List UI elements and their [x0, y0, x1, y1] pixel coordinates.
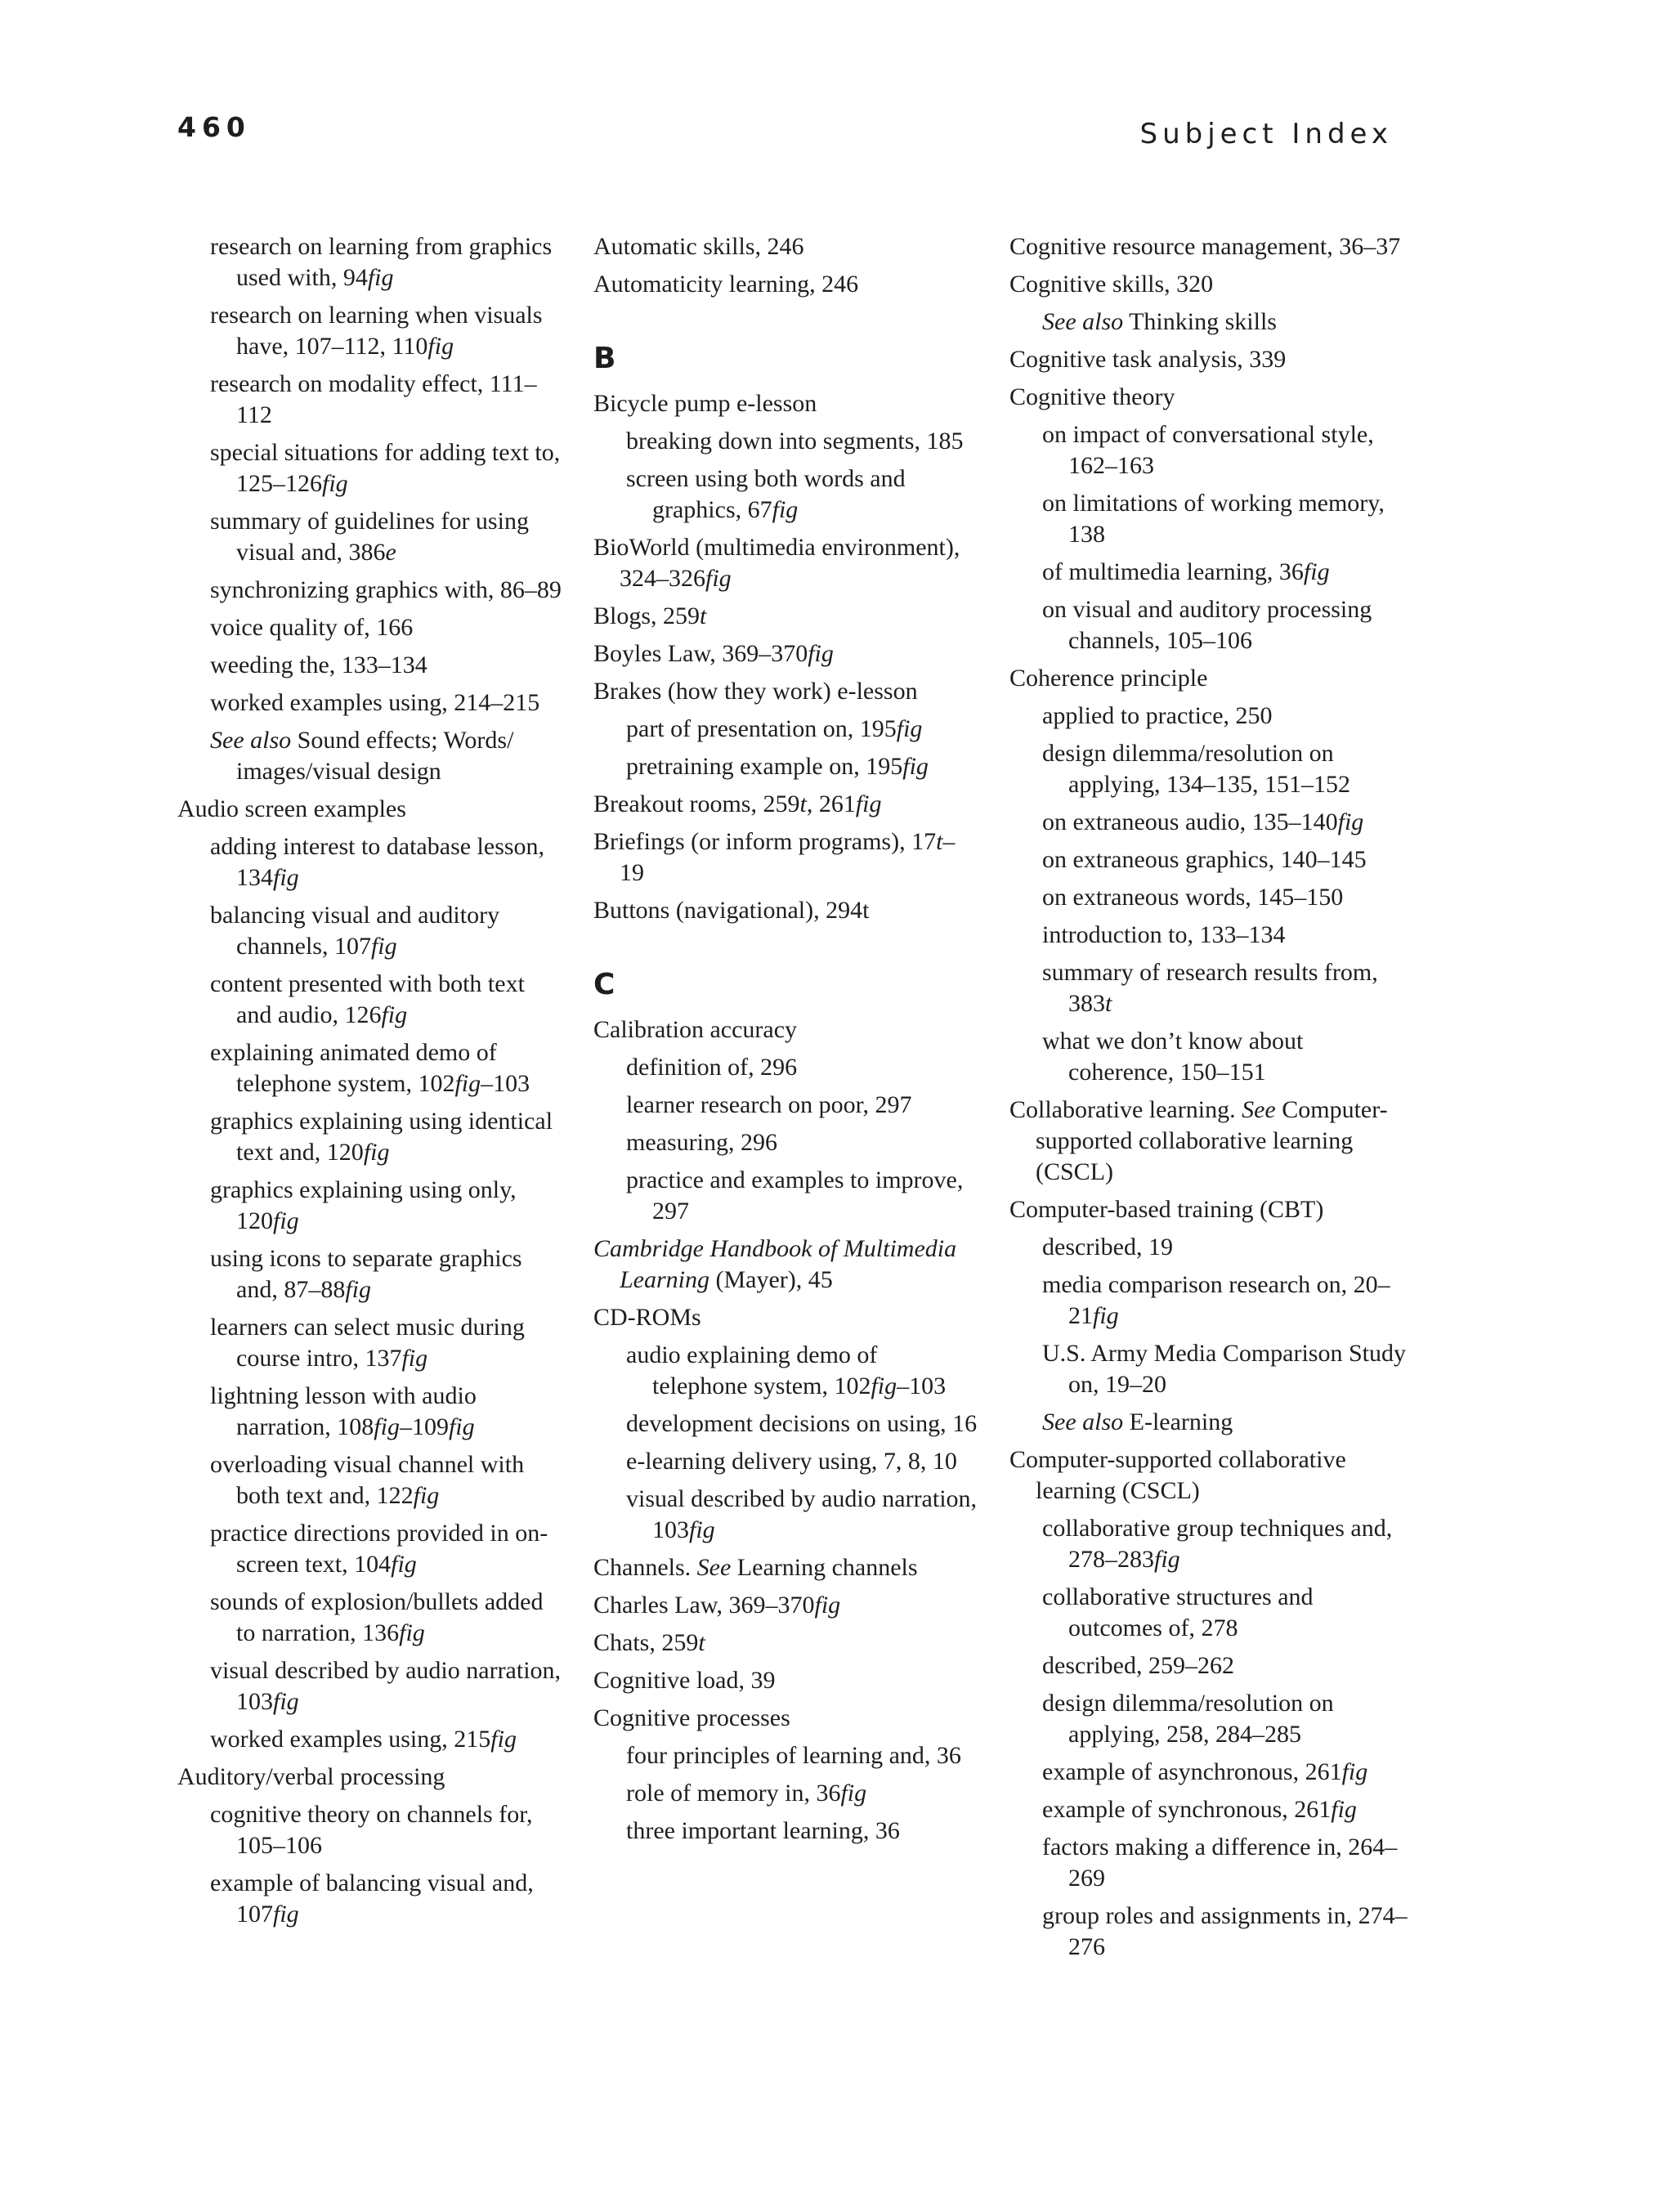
index-entry: Cognitive load, 39 [593, 1667, 776, 1694]
index-column-2 [593, 231, 978, 1853]
index-entry: Channels. See Learning channels [593, 1554, 918, 1581]
index-subentry: example of synchronous, 261fig [1042, 1796, 1357, 1823]
index-entry: CD-ROMs [593, 1304, 701, 1331]
index-subentry: applied to practice, 250 [1042, 702, 1273, 729]
index-entry: Cognitive skills, 320 [1009, 271, 1214, 298]
index-subentry: lightning lesson with audio narration, 108fig–109fig [210, 1382, 477, 1440]
index-subentry: weeding the, 133–134 [210, 652, 427, 678]
index-subentry: on visual and auditory processing channels, 105–106 [1042, 596, 1372, 654]
index-subentry: balancing visual and auditory channels, 107fig [210, 902, 500, 960]
page-number: 460 [177, 111, 251, 143]
index-subentry: example of balancing visual and, 107fig [210, 1869, 534, 1928]
index-subentry: research on modality effect, 111–112 [210, 370, 537, 428]
index-subentry: introduction to, 133–134 [1042, 921, 1286, 948]
index-entry: Automatic skills, 246 [593, 233, 804, 260]
index-subentry: screen using both words and graphics, 67fig [626, 465, 906, 523]
index-subentry: See also Thinking skills [1042, 308, 1277, 335]
index-subentry: practice and examples to improve, 297 [626, 1166, 964, 1225]
index-subentry: design dilemma/resolution on applying, 134–135, 151–152 [1042, 740, 1350, 798]
index-subentry: adding interest to database lesson, 134fig [210, 833, 545, 891]
index-subentry: cognitive theory on channels for, 105–106 [210, 1801, 533, 1859]
index-subentry: breaking down into segments, 185 [626, 428, 964, 454]
index-entry: Briefings (or inform programs), 17t–19 [593, 828, 956, 886]
index-subentry: summary of research results from, 383t [1042, 959, 1378, 1017]
index-entry: Charles Law, 369–370fig [593, 1592, 841, 1619]
index-subentry: development decisions on using, 16 [626, 1410, 978, 1437]
index-subentry: See also Sound effects; Words/ images/visual design [210, 727, 514, 785]
index-subentry: worked examples using, 215fig [210, 1726, 517, 1753]
index-subentry: graphics explaining using identical text and, 120fig [210, 1108, 553, 1166]
index-subentry: on extraneous graphics, 140–145 [1042, 846, 1367, 873]
index-entry: Auditory/verbal processing [177, 1763, 445, 1790]
index-subentry: on impact of conversational style, 162–163 [1042, 421, 1374, 479]
index-subentry: on extraneous audio, 135–140fig [1042, 808, 1364, 835]
index-entry: Bicycle pump e-lesson [593, 390, 817, 417]
index-subentry: worked examples using, 214–215 [210, 689, 540, 716]
section-letter: B [593, 342, 616, 375]
index-subentry: summary of guidelines for using visual and, 386e [210, 508, 529, 566]
index-subentry: using icons to separate graphics and, 87–88fig [210, 1245, 522, 1303]
index-subentry: measuring, 296 [626, 1129, 777, 1156]
index-subentry: on limitations of working memory, 138 [1042, 490, 1385, 548]
index-entry: Calibration accuracy [593, 1016, 798, 1043]
index-subentry: synchronizing graphics with, 86–89 [210, 576, 562, 603]
index-entry: BioWorld (multimedia environment), 324–326fig [593, 534, 960, 592]
index-entry: Computer-based training (CBT) [1009, 1196, 1324, 1223]
index-subentry: visual described by audio narration, 103fig [210, 1657, 562, 1715]
index-entry: Audio screen examples [177, 795, 406, 822]
index-subentry: described, 19 [1042, 1234, 1173, 1260]
index-entry: Cognitive resource management, 36–37 [1009, 233, 1401, 260]
index-entry: Brakes (how they work) e-lesson [593, 678, 918, 705]
index-entry: Cognitive theory [1009, 383, 1175, 410]
index-entry: Cognitive processes [593, 1704, 790, 1731]
index-subentry: practice directions provided in on-screen text, 104fig [210, 1520, 548, 1578]
index-subentry: part of presentation on, 195fig [626, 715, 923, 742]
index-entry: Boyles Law, 369–370fig [593, 640, 834, 667]
index-subentry: four principles of learning and, 36 [626, 1742, 961, 1769]
index-entry: Blogs, 259t [593, 602, 707, 629]
index-subentry: learner research on poor, 297 [626, 1091, 912, 1118]
index-subentry: research on learning when visuals have, 107–112, 110fig [210, 302, 543, 360]
index-subentry: design dilemma/resolution on applying, 258, 284–285 [1042, 1690, 1334, 1748]
index-column-3 [1009, 231, 1410, 1969]
index-entry: Buttons (navigational), 294t [593, 897, 870, 924]
index-subentry: group roles and assignments in, 274–276 [1042, 1902, 1408, 1960]
index-subentry: of multimedia learning, 36fig [1042, 558, 1330, 585]
index-entry: Cognitive task analysis, 339 [1009, 346, 1287, 373]
index-entry: Cambridge Handbook of Multimedia Learning (Mayer), 45 [593, 1235, 957, 1293]
index-subentry: research on learning from graphics used with, 94fig [210, 233, 553, 291]
index-subentry: overloading visual channel with both text and, 122fig [210, 1451, 525, 1509]
index-entry: Chats, 259t [593, 1629, 705, 1656]
index-subentry: role of memory in, 36fig [626, 1780, 867, 1807]
index-subentry: what we don’t know about coherence, 150–151 [1042, 1028, 1304, 1086]
index-entry: Breakout rooms, 259t, 261fig [593, 790, 882, 817]
index-subentry: three important learning, 36 [626, 1817, 900, 1844]
index-subentry: example of asynchronous, 261fig [1042, 1758, 1368, 1785]
index-subentry: See also E-learning [1042, 1408, 1233, 1435]
index-subentry: pretraining example on, 195fig [626, 753, 929, 780]
index-subentry: visual described by audio narration, 103fig [626, 1485, 978, 1543]
index-column-1 [177, 231, 562, 1937]
index-subentry: media comparison research on, 20–21fig [1042, 1271, 1390, 1329]
index-subentry: audio explaining demo of telephone system, 102fig–103 [626, 1341, 947, 1399]
index-subentry: special situations for adding text to, 125–126fig [210, 439, 561, 497]
index-entry: Computer-supported collaborative learning (CSCL) [1009, 1446, 1346, 1504]
index-entry: Coherence principle [1009, 665, 1208, 692]
index-subentry: learners can select music during course intro, 137fig [210, 1314, 525, 1372]
index-entry: Collaborative learning. See Computer-supported collaborative learning (CSCL) [1009, 1096, 1388, 1185]
index-subentry: on extraneous words, 145–150 [1042, 884, 1344, 911]
index-subentry: described, 259–262 [1042, 1652, 1234, 1679]
index-subentry: e-learning delivery using, 7, 8, 10 [626, 1448, 957, 1475]
index-subentry: collaborative group techniques and, 278–283fig [1042, 1515, 1393, 1573]
index-subentry: definition of, 296 [626, 1054, 798, 1081]
index-subentry: sounds of explosion/bullets added to narration, 136fig [210, 1588, 544, 1646]
index-subentry: collaborative structures and outcomes of, 278 [1042, 1583, 1314, 1641]
section-letter: C [593, 968, 615, 1001]
index-subentry: explaining animated demo of telephone system, 102fig–103 [210, 1039, 530, 1097]
index-subentry: voice quality of, 166 [210, 614, 414, 641]
running-header-title: Subject Index [1139, 118, 1393, 150]
index-subentry: factors making a difference in, 264–269 [1042, 1834, 1398, 1892]
index-subentry: content presented with both text and audio, 126fig [210, 970, 525, 1028]
index-subentry: graphics explaining using only, 120fig [210, 1176, 517, 1234]
index-subentry: U.S. Army Media Comparison Study on, 19–20 [1042, 1340, 1407, 1398]
index-entry: Automaticity learning, 246 [593, 271, 859, 298]
